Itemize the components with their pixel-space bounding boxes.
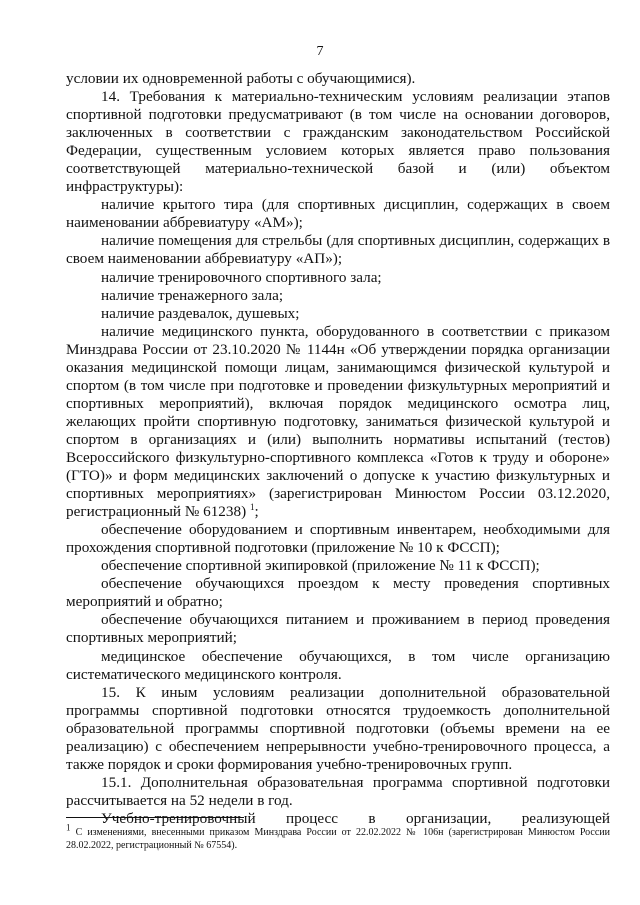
list-item: наличие раздевалок, душевых; — [101, 304, 300, 322]
footnote-separator — [66, 817, 244, 818]
footnote-text: С изменениями, внесенными приказом Минздрава России от 22.02.2022 № 106н (зарегистрирован Минюстом России 28.02.2022, регистрационный № 67554). — [66, 827, 611, 851]
page-number: 7 — [316, 44, 324, 59]
paragraph-section-15: 15. К иным условиям реализации дополнительной образовательной программы спортивной подготовки относятся трудоемкость дополнительной образовательной программы спортивной подготовки (объемы времени на ее реализацию) с обеспечением непрерывности учебно-тренировочного процесса, а также порядок и сроки формирования учебно-тренировочных групп. — [66, 683, 610, 773]
paragraph-section-14: 14. Требования к материально-техническим условиям реализации этапов спортивной подготовки предусматривают (в том числе на основании договоров, заключенных в соответствии с гражданским законодательством Российской Федерации, существенным условием которых является право пользования соответствующей материально-технической базой и (или) объектом инфраструктуры): — [66, 88, 610, 196]
list-item: обеспечение оборудованием и спортивным инвентарем, необходимыми для прохождения спортивной подготовки (приложение № 10 к ФССП); — [66, 521, 610, 557]
list-item: медицинское обеспечение обучающихся, в том числе организацию систематического медицинского контроля. — [66, 647, 610, 683]
list-item: обеспечение обучающихся питанием и проживанием в период проведения спортивных мероприятий; — [66, 611, 610, 647]
list-item: наличие тренажерного зала; — [101, 286, 284, 304]
paragraph: условии их одновременной работы с обучающимися). — [66, 70, 416, 87]
footnote — [66, 822, 611, 852]
list-item: наличие тренировочного спортивного зала; — [101, 268, 382, 286]
document-body — [66, 70, 610, 828]
footnote-marker: 1 — [66, 822, 71, 833]
paragraph-section-15-1: 15.1. Дополнительная образовательная программа спортивной подготовки рассчитывается на 52 недели в год. — [66, 773, 610, 809]
list-item: обеспечение спортивной экипировкой (приложение № 11 к ФССП); — [101, 557, 540, 575]
paragraph-continued: Учебно-тренировочный процесс в организации, реализующей — [101, 809, 610, 827]
footnote-reference: 1 — [249, 502, 255, 513]
list-item: обеспечение обучающихся проездом к месту проведения спортивных мероприятий и обратно; — [66, 575, 610, 611]
list-item: наличие помещения для стрельбы (для спортивных дисциплин, содержащих в своем наименовании аббревиатуру «АП»); — [66, 232, 610, 268]
footnote-reference-suffix: ; — [254, 503, 259, 521]
list-item-medical-point — [66, 323, 610, 522]
list-item: наличие крытого тира (для спортивных дисциплин, содержащих в своем наименовании аббревиатуру «АМ»); — [66, 196, 610, 232]
medical-point-text: наличие медицинского пункта, оборудованного в соответствии с приказом Минздрава России от 23.10.2020 № 1144н «Об утверждении порядка организации оказания медицинской помощи лицам, занимающимся физической культурой и спортом (в том числе при подготовке и проведении физкультурных мероприятий и спортивных мероприятий), включая порядок медицинского осмотра лиц, желающих пройти спортивную подготовку, заниматься физической культурой и спортом в организациях и (или) выполнить нормативы испытаний (тестов) Всероссийского физкультурно-спортивного комплекса «Готов к труду и обороне» (ГТО)» и форм медицинских заключений о допуске к участию физкультурных и спортивных мероприятиях» (зарегистрирован Минюстом России 03.12.2020, регистрационный № 61238) — [66, 322, 610, 521]
